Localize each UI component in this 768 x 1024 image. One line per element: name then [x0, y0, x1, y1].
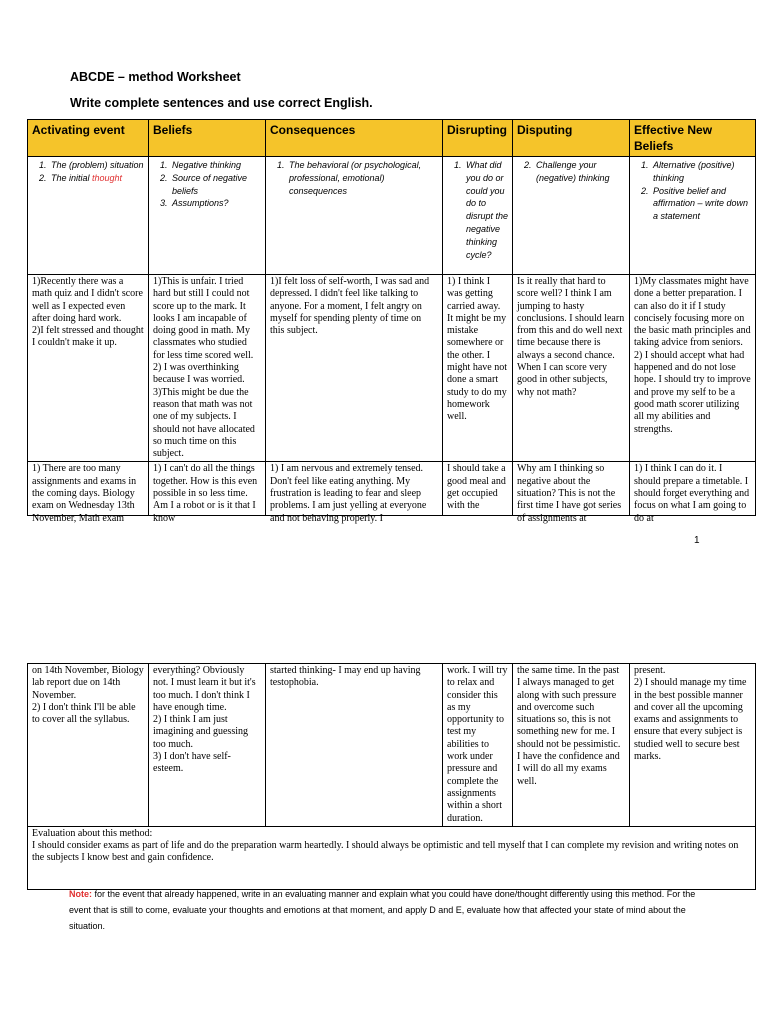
cell-disputing: the same time. In the past I always managed to get along with such pressure and overcome such situations so, this is not something new for me. I should not be pessimistic. I have the confidence and I will do all my exams well. [513, 664, 630, 827]
highlighted-word: thought [92, 172, 123, 183]
worksheet-instructions: Write complete sentences and use correct English. [70, 96, 373, 110]
guide-disputing [513, 157, 630, 275]
cell-beliefs: 1) I can't do all the things together. How is this even possible in so less time. Am I a robot or is it that I know [149, 462, 266, 516]
cell-beliefs: everything? Obviously not. I must learn it but it's too much. I don't think I have enough time. 2) I think I am just imagining and guessing too much. 3) I don't have self-esteem. [149, 664, 266, 827]
page-number: 1 [694, 535, 700, 546]
footnote [69, 886, 709, 934]
abcde-table-page1 [27, 119, 756, 524]
worksheet-title: ABCDE – method Worksheet [70, 70, 241, 84]
header-disputing: Disputing [513, 120, 630, 157]
header-effective-new-beliefs: Effective New Beliefs [630, 120, 756, 157]
cell-consequences: started thinking- I may end up having testophobia. [266, 664, 443, 827]
cell-disrupting: I should take a good meal and get occupied with the [443, 462, 513, 516]
note-text: for the event that already happened, write in an evaluating manner and explain what you could have done/thought differently using this method. For the event that is still to come, evaluate your thoughts and emotions at that moment, and apply D and E, evaluate how that affected your state of mind about the situation. [69, 889, 696, 931]
cell-disrupting: 1) I think I was getting carried away. It might be my mistake somewhere or the other. I might have not done a smart study to do my homework well. [443, 275, 513, 462]
header-disrupting: Disrupting [443, 120, 513, 157]
cell-effective: present. 2) I should manage my time in the best possible manner and cover all the upcoming exams and assignments to ensure that every subject is studied well to secure best marks. [630, 664, 756, 827]
guide-beliefs [149, 157, 266, 275]
note-label: Note: [69, 889, 92, 899]
guide-effective [630, 157, 756, 275]
cell-consequences: 1) I am nervous and extremely tensed. Don't feel like eating anything. My frustration is leading to fear and sleep problems. I am just yelling at everyone and not behaving properly. I [266, 462, 443, 516]
cell-disputing: Why am I thinking so negative about the situation? This is not the first time I have got series of assignments at [513, 462, 630, 516]
guide-item: 2. The initial thought [49, 172, 145, 185]
guide-item: 3. Assumptions? [170, 197, 262, 210]
guide-item: 2. Source of negative beliefs [170, 172, 262, 198]
guide-item: 1. Alternative (positive) thinking [651, 159, 752, 185]
guide-item: 2. Challenge your (negative) thinking [534, 159, 626, 185]
cell-activating: 1) There are too many assignments and exams in the coming days. Biology exam on Wednesday 13th November, Math exam [28, 462, 149, 516]
header-beliefs: Beliefs [149, 120, 266, 157]
guide-item: 1. What did you do or could you do to disrupt the negative thinking cycle? [464, 159, 509, 261]
guide-disrupting [443, 157, 513, 275]
guide-row [28, 157, 756, 275]
guide-activating [28, 157, 149, 275]
guide-consequences [266, 157, 443, 275]
evaluation-text: I should consider exams as part of life and do the preparation warm heartedly. I should always be optimistic and tell myself that I can complete my revision and writing notes on the subjects I know best and gain confidence. [32, 840, 739, 864]
guide-item: 1. The (problem) situation [49, 159, 145, 172]
guide-item: 2. Positive belief and affirmation – write down a statement [651, 185, 752, 223]
evaluation-row [28, 826, 756, 889]
guide-item: 1. The behavioral (or psychological, professional, emotional) consequences [287, 159, 439, 197]
table-row [28, 462, 756, 516]
cell-beliefs: 1)This is unfair. I tried hard but still I could not score up to the mark. It looks I am incapable of doing good in math. My classmates who studied for less time scored well. 2) I was overthinking because I was worried. 3)This might be due the reason that math was not one of my subjects. I should not have allocated so much time on this subject. [149, 275, 266, 462]
evaluation-label: Evaluation about this method: [32, 827, 153, 839]
cell-effective: 1) I think I can do it. I should prepare a timetable. I should forget everything and focus on what I am going to do at [630, 462, 756, 516]
cell-effective: 1)My classmates might have done a better preparation. I can also do it if I study concisely focusing more on the basic math principles and taking advice from seniors. 2) I should accept what had happened and do not lose hope. I should try to improve and prove my self to be a good math scorer utilizing all my abilities and strengths. [630, 275, 756, 462]
cell-disputing: Is it really that hard to score well? I think I am jumping to hasty conclusions. I should learn from this and do well next time because there is always a second chance. When I can score very good in other subjects, why not math? [513, 275, 630, 462]
header-activating-event: Activating event [28, 120, 149, 157]
guide-item: 1. Negative thinking [170, 159, 262, 172]
table-row [28, 275, 756, 462]
evaluation-cell [28, 826, 756, 889]
abcde-table-page2 [27, 663, 756, 890]
cell-activating: 1)Recently there was a math quiz and I didn't score well as I expected even after doing hard work. 2)I felt stressed and thought I couldn't make it up. [28, 275, 149, 462]
table-row [28, 664, 756, 827]
cell-disrupting: work. I will try to relax and consider this as my opportunity to test my abilities to work under pressure and complete the assignments within a short duration. [443, 664, 513, 827]
table-header-row [28, 120, 756, 157]
cell-consequences: 1)I felt loss of self-worth, I was sad and depressed. I didn't feel like talking to anyone. For a moment, I felt angry on myself for spending plenty of time on this subject. [266, 275, 443, 462]
header-consequences: Consequences [266, 120, 443, 157]
cell-activating: on 14th November, Biology lab report due on 14th November. 2) I don't think I'll be able to cover all the syllabus. [28, 664, 149, 827]
